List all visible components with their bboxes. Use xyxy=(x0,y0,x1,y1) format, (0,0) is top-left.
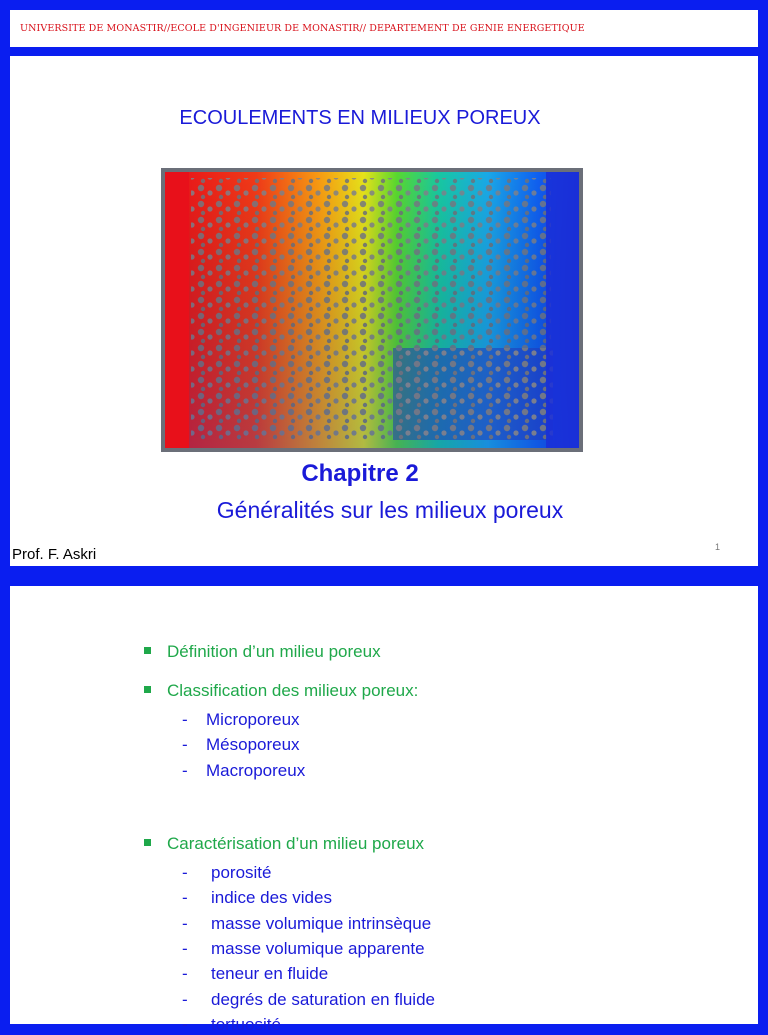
list-item-text: masse volumique intrinsèque xyxy=(211,914,432,933)
list-item xyxy=(182,735,300,755)
list-item xyxy=(182,710,300,730)
dash-marker: - xyxy=(182,1015,188,1034)
flow-field-graphic xyxy=(161,168,583,452)
dash-marker: - xyxy=(182,863,188,882)
list-item-text: teneur en fluide xyxy=(211,964,329,983)
dash-marker: - xyxy=(182,761,188,780)
dash-marker: - xyxy=(182,888,188,907)
slide-1 xyxy=(10,56,758,566)
bullet-label: Caractérisation d’un milieu poreux xyxy=(167,834,425,853)
list-item xyxy=(182,939,425,959)
list-item-text: Mésoporeux xyxy=(206,735,300,754)
list-item xyxy=(182,863,271,883)
header-bar xyxy=(10,10,758,47)
dash-marker: - xyxy=(182,990,188,1009)
list-item xyxy=(182,914,431,934)
list-item-text: Macroporeux xyxy=(206,761,306,780)
square-bullet-icon xyxy=(144,647,151,654)
square-bullet-icon xyxy=(144,686,151,693)
list-item xyxy=(182,888,332,908)
list-item-text: Microporeux xyxy=(206,710,300,729)
dash-marker: - xyxy=(182,964,188,983)
list-item xyxy=(182,990,435,1010)
slide-2 xyxy=(10,586,758,1034)
chapter-subtitle: Généralités sur les milieux poreux xyxy=(216,497,564,523)
chapter-title: Chapitre 2 xyxy=(301,460,419,487)
list-item xyxy=(182,964,328,984)
list-item-text: indice des vides xyxy=(211,888,332,907)
dash-marker: - xyxy=(182,939,188,958)
bullet-definition xyxy=(144,642,381,662)
dash-marker: - xyxy=(182,914,188,933)
institution-header: UNIVERSITE DE MONASTIR//ECOLE D'INGENIEUR DE MONASTIR// DEPARTEMENT DE GENIE ENERGETIQUE xyxy=(20,23,585,34)
bullet-label: Classification des milieux poreux: xyxy=(167,681,419,700)
list-item xyxy=(182,1015,281,1035)
course-title: ECOULEMENTS EN MILIEUX POREUX xyxy=(179,107,541,129)
bullet-characterisation xyxy=(144,834,424,854)
list-item-text: masse volumique apparente xyxy=(211,939,425,958)
list-item-text: degrés de saturation en fluide xyxy=(211,990,435,1009)
list-item-text: porosité xyxy=(211,863,272,882)
dash-marker: - xyxy=(182,710,188,729)
square-bullet-icon xyxy=(144,839,151,846)
dash-marker: - xyxy=(182,735,188,754)
bullet-label: Définition d’un milieu poreux xyxy=(167,642,381,661)
author-name: Prof. F. Askri xyxy=(12,546,97,563)
list-item-text: tortuosité xyxy=(211,1015,281,1034)
porous-flow-simulation-image xyxy=(161,168,583,452)
bullet-classification xyxy=(144,681,418,701)
slide-page-number: 1 xyxy=(715,542,721,552)
list-item xyxy=(182,761,305,781)
